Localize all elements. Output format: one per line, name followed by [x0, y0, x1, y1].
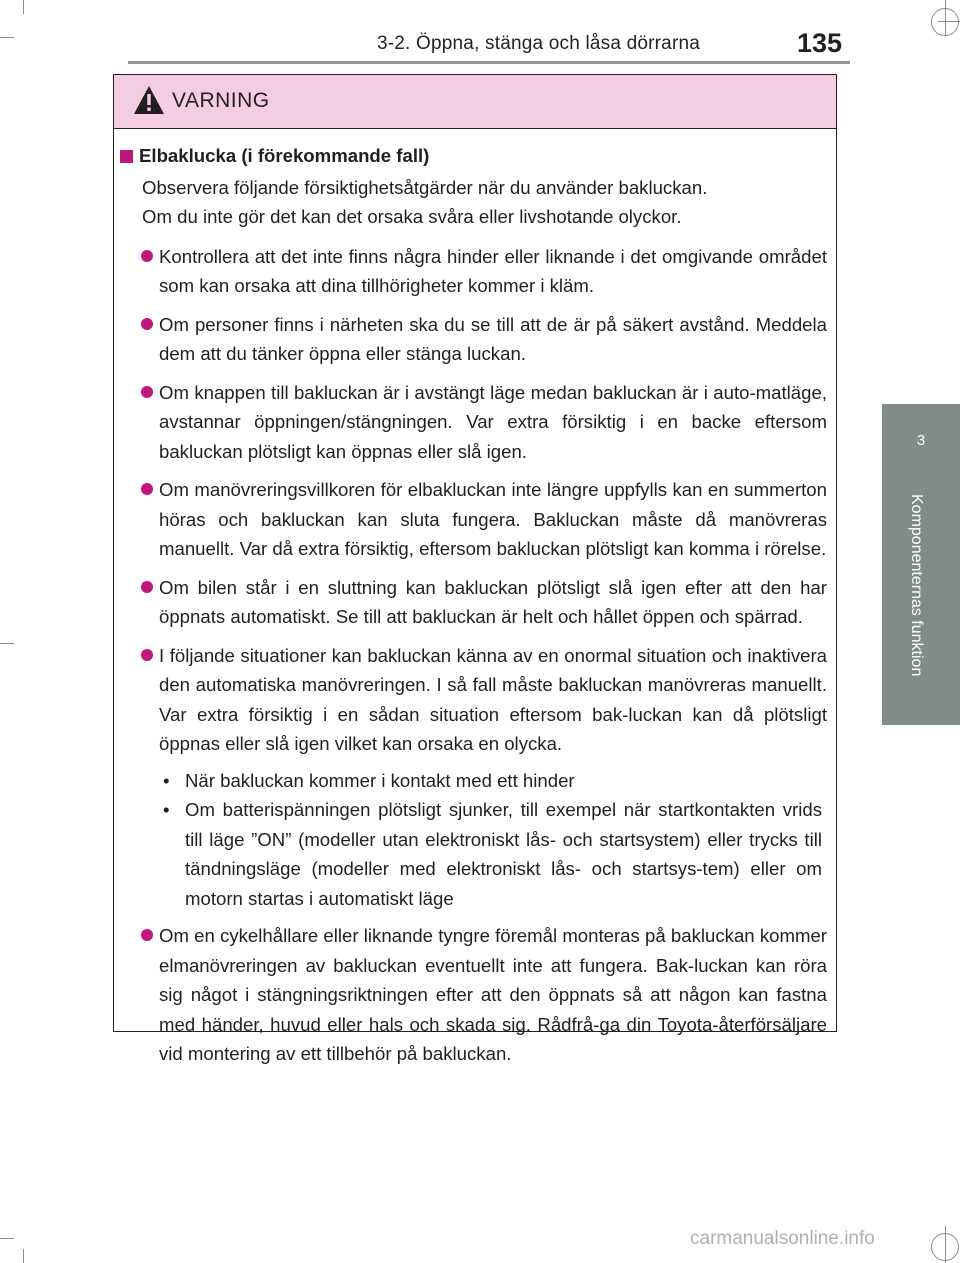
crop-mark: [23, 1249, 24, 1263]
list-item: [120, 573, 827, 632]
warning-box: [113, 74, 837, 1064]
dot-bullet-icon: [141, 581, 153, 593]
warning-header: [114, 75, 836, 129]
sub-list-item-text: Om batterispänningen plötsligt sjunker, till exempel när startkontakten vrids till läge ”ON” (modeller utan elektroniskt lås- och startsystem) eller trycks till tändningsläge (modeller med elektroniskt lås- och startsys-tem) eller om motorn startas i automatiskt läge: [185, 799, 822, 909]
list-item-text: Om en cykelhållare eller liknande tyngre föremål monteras på bakluckan kommer elmanövreringen av bakluckan eventuellt inte att fungera. Bak-luckan kan röra sig något i stängningsriktningen efter att den öppnats så att någon kan fastna med händer, huvud eller hals och skada sig. Rådfrå-ga din Toyota-återförsäljare vid montering av ett tillbehör på bakluckan.: [159, 925, 827, 1064]
section-title-text: Elbaklucka (i förekommande fall): [139, 145, 430, 166]
dot-bullet-icon: [141, 386, 153, 398]
list-item-text: I följande situationer kan bakluckan känna av en onormal situation och inaktivera den automatiska manövreringen. I så fall måste bakluckan manövreras manuellt. Var extra försiktig i en sådan situation eftersom bak-luckan kan då plötsligt öppnas eller slå igen vilket kan orsaka en olycka.: [159, 644, 827, 754]
header-rule: [128, 61, 850, 64]
intro: [120, 173, 827, 232]
crop-mark: [0, 37, 14, 38]
warning-title: VARNING: [172, 89, 270, 112]
warning-content: [114, 129, 836, 1069]
intro-line: Om du inte gör det kan det orsaka svåra eller livshotande olyckor.: [142, 206, 682, 227]
list-item: [120, 242, 827, 301]
sub-list-item-text: När bakluckan kommer i kontakt med ett hinder: [185, 769, 575, 791]
sub-list: [120, 766, 827, 914]
chapter-number: 3: [916, 432, 926, 449]
crop-mark: [23, 0, 24, 14]
list-item-text: Om bilen står i en sluttning kan bakluckan plötsligt slå igen efter att den har öppnats automatiskt. Se till att bakluckan är helt och hållet öppen och spärrad.: [159, 576, 827, 627]
dot-bullet-icon: [141, 318, 153, 330]
list-item: [120, 475, 827, 564]
section-title: [120, 141, 827, 171]
crop-mark: [938, 21, 960, 22]
square-bullet-icon: [120, 150, 133, 163]
crop-mark: [945, 1226, 946, 1263]
list-item: [120, 310, 827, 369]
dot-bullet-icon: [141, 929, 153, 941]
dot-bullet-icon: [141, 483, 153, 495]
sub-list-item: [159, 766, 827, 796]
sub-bullet-icon: •: [163, 769, 170, 791]
list-item: [120, 921, 827, 1069]
dot-bullet-icon: [141, 649, 153, 661]
crop-mark: [0, 1238, 14, 1239]
sub-list-item: [159, 795, 827, 913]
section-header: 3-2. Öppna, stänga och låsa dörrarna: [377, 33, 701, 54]
watermark: carmanualsonline.info: [690, 1228, 875, 1249]
crop-mark: [945, 0, 946, 36]
list-item-text: Om manövreringsvillkoren för elbakluckan inte längre uppfylls kan en summerton höras och bakluckan kan sluta fungera. Bakluckan måste då manövreras manuellt. Var då extra försiktig, eftersom bakluckan plötsligt kan komma i rörelse.: [159, 479, 827, 559]
page-number: 135: [797, 28, 843, 58]
intro-line: Observera följande försiktighetsåtgärder när du använder bakluckan.: [142, 176, 708, 198]
list-item: [120, 378, 827, 467]
warning-triangle-icon: [133, 85, 165, 115]
list-item-text: Om personer finns i närheten ska du se till att de är på säkert avstånd. Meddela dem att du tänker öppna eller stänga luckan.: [159, 313, 827, 364]
list-item-text: Kontrollera att det inte finns några hinder eller liknande i det omgivande området som kan orsaka att dina tillhörigheter kommer i kläm.: [159, 245, 827, 296]
list-item: [120, 641, 827, 759]
list-item-text: Om knappen till bakluckan är i avstängt läge medan bakluckan är i auto-matläge, avstannar öppningen/stängningen. Var extra försiktig i en backe eftersom bakluckan plötsligt kan öppnas eller slå igen.: [159, 381, 827, 462]
dot-bullet-icon: [141, 250, 153, 262]
sub-bullet-icon: •: [163, 799, 170, 820]
chapter-tab: [882, 404, 960, 725]
chapter-title: Komponenternas funktion: [908, 494, 925, 677]
crop-mark: [0, 643, 14, 644]
